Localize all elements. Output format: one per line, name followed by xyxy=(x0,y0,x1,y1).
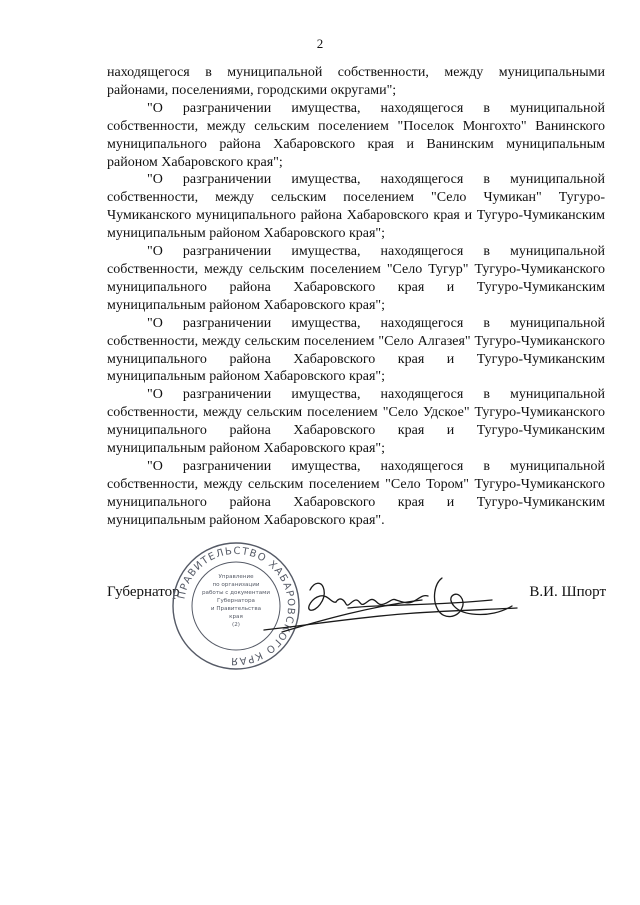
paragraph-udskoe: "О разграничении имущества, находящегося в муниципальной собственности, между сельским поселением "Село Удское" Тугуро-Чумиканского муниципального района Хабаровского края и Тугуро-Чумиканским муниципальным районом Хабаровского края"; xyxy=(107,387,605,457)
signature-block xyxy=(0,540,640,670)
seal-inner-text xyxy=(202,574,270,628)
seal-line: (2) xyxy=(232,622,240,628)
seal-line: края xyxy=(229,614,243,620)
document-body xyxy=(107,64,605,530)
seal-line: и Правительства xyxy=(210,606,262,612)
handwritten-signature xyxy=(262,560,522,640)
page-number: 2 xyxy=(316,36,324,51)
paragraph-mongokhto: "О разграничении имущества, находящегося в муниципальной собственности, между сельским поселением "Поселок Монгохто" Ванинского муниципального района Хабаровского края и Ванинским муниципальным районом Хабаровского края"; xyxy=(107,100,605,170)
signatory-name: В.И. Шпорт xyxy=(529,584,606,600)
paragraph-tugur: "О разграничении имущества, находящегося в муниципальной собственности, между сельским поселением "Село Тугур" Тугуро-Чумиканского муниципального района Хабаровского края и Тугуро-Чумиканским муниципальным районом Хабаровского края"; xyxy=(107,244,605,313)
signatory-position: Губернатор xyxy=(107,584,180,600)
seal-line: Губернатора xyxy=(217,598,255,604)
paragraph-algazeya: "О разграничении имущества, находящегося в муниципальной собственности, между сельским поселением "Село Алгазея" Тугуро-Чумиканского муниципального района Хабаровского края и Тугуро-Чумиканским муниципальным районом Хабаровского края"; xyxy=(107,315,605,385)
seal-outer-text: ПРАВИТЕЛЬСТВО ХАБАРОВСКОГО КРАЯ xyxy=(176,545,297,667)
seal-line: по организации xyxy=(212,582,260,588)
seal-line: Управление xyxy=(218,574,254,580)
paragraph-continuation: находящегося в муниципальной собственности, между муниципальными районами, поселениями, городскими округами"; xyxy=(107,65,605,98)
paragraph-chumikan: "О разграничении имущества, находящегося в муниципальной собственности, между сельским поселением "Село Чумикан" Тугуро-Чумиканского муниципального района Хабаровского края и Тугуро-Чумиканским муниципальным районом Хабаровского края"; xyxy=(107,172,605,242)
seal-line: работы с документами xyxy=(202,590,270,596)
paragraph-torom: "О разграничении имущества, находящегося в муниципальной собственности, между сельским поселением "Село Тором" Тугуро-Чумиканского муниципального района Хабаровского края и Тугуро-Чумиканским муниципальным районом Хабаровского края". xyxy=(107,458,605,528)
